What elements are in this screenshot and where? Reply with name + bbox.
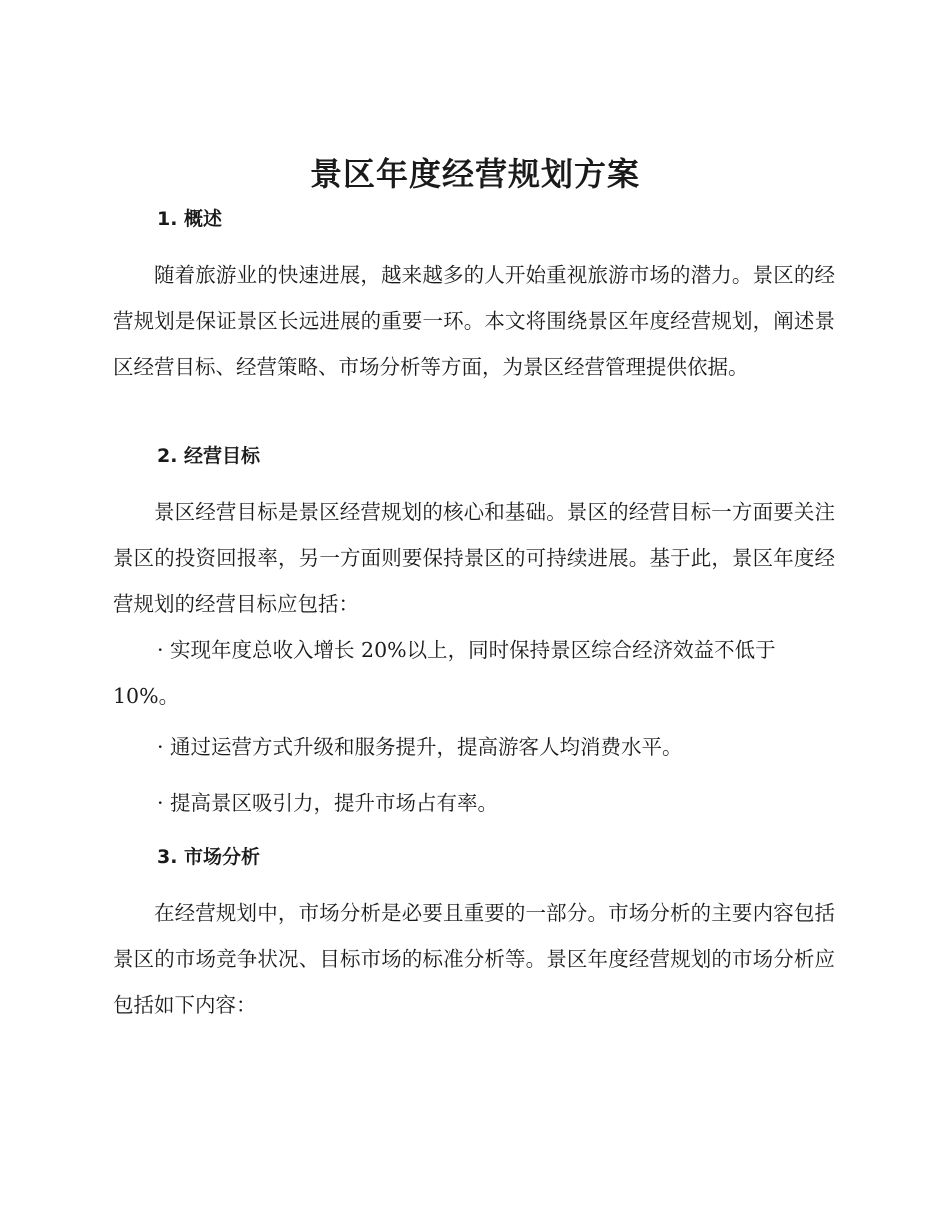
overview-paragraph: 随着旅游业的快速进展，越来越多的人开始重视旅游市场的潜力。景区的经营规划是保证景区长远进展的重要一环。本文将围绕景区年度经营规划，阐述景区经营目标、经营策略、市场分析等方面，为景区经营管理提供依据。	[113, 263, 835, 379]
document-title: 景区年度经营规划方案	[309, 155, 640, 193]
goals-paragraph: 景区经营目标是景区经营规划的核心和基础。景区的经营目标一方面要关注景区的投资回报率，另一方面则要保持景区的可持续进展。基于此，景区年度经营规划的经营目标应包括：	[113, 500, 835, 616]
section-heading-goals: 2. 经营目标	[157, 445, 261, 467]
market-paragraph: 在经营规划中，市场分析是必要且重要的一部分。市场分析的主要内容包括景区的市场竞争状况、目标市场的标准分析等。景区年度经营规划的市场分析应包括如下内容：	[113, 901, 835, 1017]
section-heading-market: 3. 市场分析	[157, 846, 261, 868]
section-heading-overview: 1. 概述	[157, 208, 223, 230]
goal-bullet-1: · 实现年度总收入增长 20%以上，同时保持景区综合经济效益不低于 10%。	[113, 638, 776, 708]
goal-bullet-2: · 通过运营方式升级和服务提升，提高游客人均消费水平。	[157, 735, 683, 759]
goal-bullet-3: · 提高景区吸引力，提升市场占有率。	[157, 791, 499, 815]
